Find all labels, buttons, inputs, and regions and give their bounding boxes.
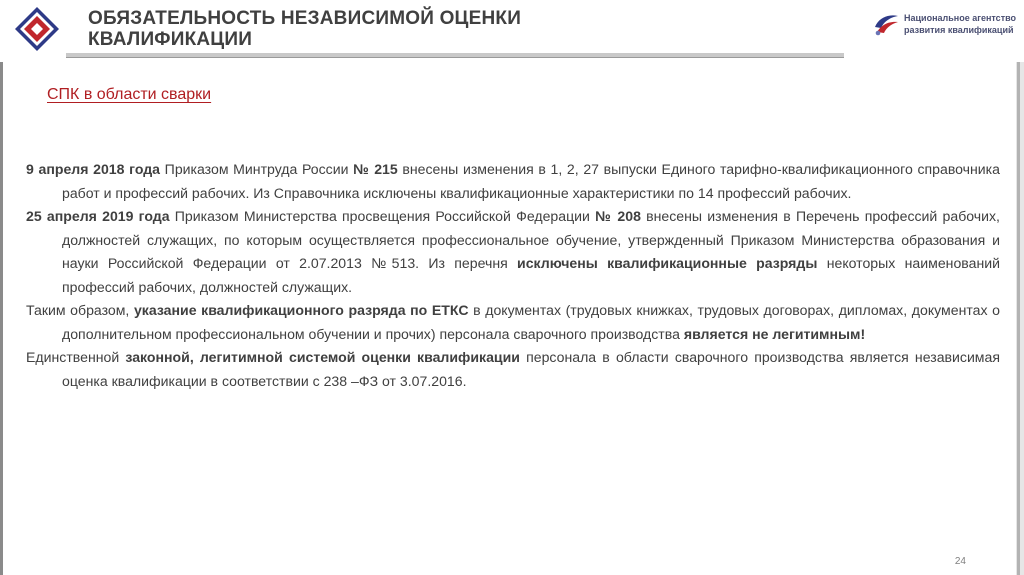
paragraph-4 [26, 346, 1000, 393]
paragraph-1 [26, 158, 1000, 205]
page-title-line-2: КВАЛИФИКАЦИИ [88, 29, 253, 50]
paragraph-3-text-a: Таким образом, [26, 302, 134, 318]
page-title-line-1: ОБЯЗАТЕЛЬНОСТЬ НЕЗАВИСИМОЙ ОЦЕНКИ [88, 8, 522, 29]
brand-name-line-1: Национальное агентство [904, 13, 1017, 23]
paragraph-2-text-a: Приказом Министерства просвещения Российской Федерации [169, 208, 596, 224]
brand-name-line-2: развития квалификаций [904, 25, 1014, 35]
body-text [26, 158, 1000, 393]
left-edge-bar [0, 0, 3, 575]
paragraph-2 [26, 205, 1000, 299]
header-divider-line [66, 57, 844, 58]
paragraph-4-text-b: персонала в области сварочного производства является независимая оценка квалификации в соответствии с 238 –ФЗ от 3.07.2016. [62, 349, 1000, 389]
paragraph-1-text-b: внесены изменения в 1, 2, 27 выпуски Единого тарифно-квалификационного справочника работ и профессий рабочих. Из Справочника исключены квалификационные характеристики по 14 профессий рабочих. [62, 161, 1000, 201]
paragraph-3-emphasis-1: указание квалификационного разряда по ЕТКС [133, 302, 469, 318]
paragraph-3 [26, 299, 1000, 346]
paragraph-1-order-number: № 215 [353, 161, 398, 177]
page-title [88, 8, 728, 50]
slide-header [0, 0, 1024, 62]
paragraph-3-emphasis-2: является не легитимным [683, 325, 861, 342]
paragraph-3-text-b: в документах (трудовых книжках, трудовых договорах, дипломах, документах о дополнительном профессиональном обучении и прочих) персонала сварочного производства [62, 302, 1000, 342]
diamond-logo-icon [14, 6, 60, 52]
brand-logo [872, 10, 1022, 40]
paragraph-2-order-number: № 208 [595, 208, 641, 224]
brand-name [904, 12, 1016, 36]
paragraph-3-exclamation: ! [860, 325, 866, 342]
paragraph-1-date: 9 апреля 2018 года [26, 161, 161, 177]
page-number: 24 [954, 556, 966, 567]
section-subtitle: СПК в области сварки [47, 86, 212, 103]
paragraph-2-emphasis: исключены квалификационные разряды [517, 255, 818, 271]
paragraph-1-text-a: Приказом Минтруда России [160, 161, 354, 177]
paragraph-4-emphasis: законной, легитимной системой оценки квалификации [125, 349, 520, 365]
nark-logo-icon [872, 12, 900, 36]
paragraph-2-date: 25 апреля 2019 года [26, 208, 170, 224]
paragraph-2-text-c: некоторых наименований профессий рабочих, должностей служащих. [62, 255, 1000, 295]
paragraph-4-text-a: Единственной [26, 349, 126, 365]
paragraph-2-text-b: внесены изменения в Перечень профессий рабочих, должностей служащих, по которым осуществляется профессиональное обучение, утвержденный Приказом Министерства образования и науки Российской Федерации от 2.07.2013 №513. Из перечня [62, 208, 1000, 271]
right-edge-stripe [1017, 0, 1020, 575]
